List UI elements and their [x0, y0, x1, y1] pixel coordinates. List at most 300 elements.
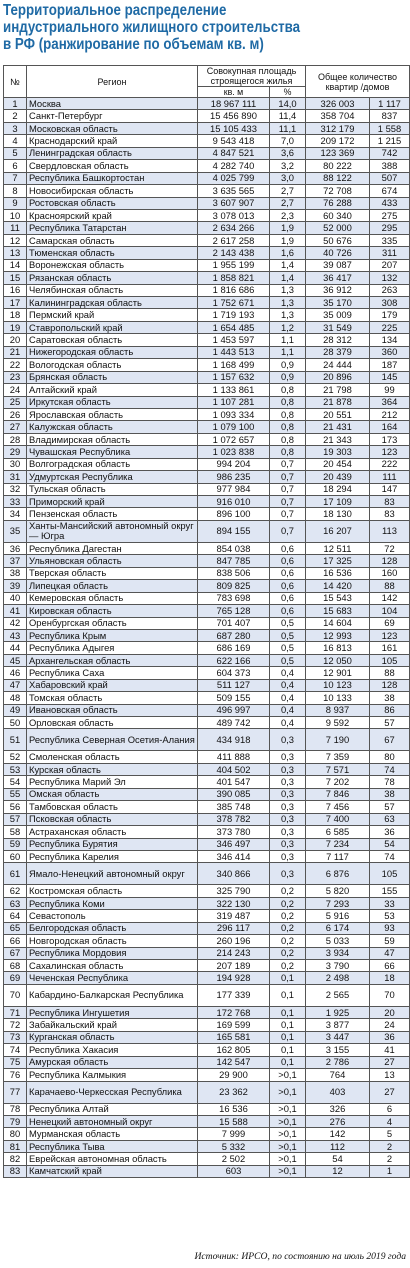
table-row	[4, 1056, 410, 1068]
table-row	[4, 910, 410, 922]
cell-pct: 0,1	[270, 972, 306, 984]
cell-num: 28	[4, 433, 27, 445]
cell-pct: 0,7	[270, 471, 306, 483]
cell-pct: 0,5	[270, 642, 306, 654]
cell-pct: 0,7	[270, 520, 306, 542]
cell-sqm: 622 166	[198, 654, 270, 666]
cell-sqm: 1 072 657	[198, 433, 270, 445]
cell-houses: 57	[370, 717, 410, 729]
cell-region: Хабаровский край	[27, 679, 198, 691]
table-row	[4, 555, 410, 567]
table-row	[4, 885, 410, 897]
cell-pct: 2,7	[270, 185, 306, 197]
cell-houses: 57	[370, 801, 410, 813]
cell-pct: 1,1	[270, 334, 306, 346]
cell-region: Камчатский край	[27, 1165, 198, 1177]
cell-apartments: 39 087	[306, 259, 370, 271]
cell-houses: 74	[370, 763, 410, 775]
cell-apartments: 20 896	[306, 371, 370, 383]
cell-houses: 1 558	[370, 122, 410, 134]
cell-apartments: 7 117	[306, 850, 370, 862]
cell-houses: 67	[370, 729, 410, 751]
cell-houses: 263	[370, 284, 410, 296]
cell-num: 81	[4, 1140, 27, 1152]
cell-region: Алтайский край	[27, 384, 198, 396]
cell-apartments: 6 174	[306, 922, 370, 934]
cell-region: Красноярский край	[27, 209, 198, 221]
cell-houses: 72	[370, 542, 410, 554]
table-row	[4, 617, 410, 629]
cell-houses: 33	[370, 897, 410, 909]
table-row	[4, 567, 410, 579]
table-row	[4, 1165, 410, 1177]
cell-num: 69	[4, 972, 27, 984]
cell-houses: 275	[370, 209, 410, 221]
cell-pct: 0,8	[270, 446, 306, 458]
cell-houses: 113	[370, 520, 410, 542]
cell-region: Республика Хакасия	[27, 1044, 198, 1056]
cell-sqm: 1 858 821	[198, 272, 270, 284]
cell-pct: 2,3	[270, 209, 306, 221]
cell-num: 41	[4, 605, 27, 617]
cell-houses: 145	[370, 371, 410, 383]
cell-houses: 2	[370, 1140, 410, 1152]
cell-sqm: 15 456 890	[198, 110, 270, 122]
cell-houses: 388	[370, 160, 410, 172]
cell-pct: 0,9	[270, 371, 306, 383]
table-row	[4, 1140, 410, 1152]
cell-pct: 0,3	[270, 838, 306, 850]
cell-num: 18	[4, 309, 27, 321]
cell-apartments: 21 431	[306, 421, 370, 433]
cell-pct: >0,1	[270, 1140, 306, 1152]
table-row	[4, 863, 410, 885]
cell-houses: 674	[370, 185, 410, 197]
cell-region: Карачаево-Черкесская Республика	[27, 1081, 198, 1103]
cell-houses: 88	[370, 580, 410, 592]
cell-pct: 3,0	[270, 172, 306, 184]
cell-apartments: 7 293	[306, 897, 370, 909]
cell-region: Пензенская область	[27, 508, 198, 520]
cell-apartments: 12 511	[306, 542, 370, 554]
cell-houses: 360	[370, 346, 410, 358]
cell-num: 35	[4, 520, 27, 542]
cell-num: 24	[4, 384, 27, 396]
cell-num: 17	[4, 297, 27, 309]
cell-sqm: 169 599	[198, 1019, 270, 1031]
cell-region: Санкт-Петербург	[27, 110, 198, 122]
cell-region: Астраханская область	[27, 826, 198, 838]
cell-num: 72	[4, 1019, 27, 1031]
cell-sqm: 1 816 686	[198, 284, 270, 296]
cell-sqm: 783 698	[198, 592, 270, 604]
cell-apartments: 88 122	[306, 172, 370, 184]
cell-pct: 0,4	[270, 717, 306, 729]
region-table	[3, 65, 410, 1178]
cell-sqm: 1 157 632	[198, 371, 270, 383]
cell-sqm: 1 093 334	[198, 408, 270, 420]
cell-houses: 2	[370, 1153, 410, 1165]
cell-num: 19	[4, 321, 27, 333]
cell-sqm: 7 999	[198, 1128, 270, 1140]
table-row	[4, 972, 410, 984]
cell-region: Кировская область	[27, 605, 198, 617]
table-row	[4, 1031, 410, 1043]
cell-pct: 0,2	[270, 947, 306, 959]
table-row	[4, 947, 410, 959]
cell-sqm: 385 748	[198, 801, 270, 813]
cell-sqm: 2 502	[198, 1153, 270, 1165]
table-row	[4, 960, 410, 972]
cell-houses: 86	[370, 704, 410, 716]
cell-sqm: 5 332	[198, 1140, 270, 1152]
table-row	[4, 542, 410, 554]
cell-houses: 6	[370, 1103, 410, 1115]
cell-region: Курганская область	[27, 1031, 198, 1043]
cell-houses: 222	[370, 458, 410, 470]
cell-sqm: 977 984	[198, 483, 270, 495]
cell-region: Республика Карелия	[27, 850, 198, 862]
cell-region: Республика Адыгея	[27, 642, 198, 654]
cell-pct: 0,8	[270, 421, 306, 433]
cell-num: 14	[4, 259, 27, 271]
cell-sqm: 434 918	[198, 729, 270, 751]
cell-pct: >0,1	[270, 1165, 306, 1177]
cell-region: Сахалинская область	[27, 960, 198, 972]
cell-region: Ставропольский край	[27, 321, 198, 333]
cell-num: 67	[4, 947, 27, 959]
cell-apartments: 20 439	[306, 471, 370, 483]
table-row	[4, 334, 410, 346]
cell-region: Ямало-Ненецкий автономный округ	[27, 863, 198, 885]
cell-sqm: 319 487	[198, 910, 270, 922]
table-row	[4, 384, 410, 396]
cell-houses: 18	[370, 972, 410, 984]
cell-pct: 0,8	[270, 408, 306, 420]
table-row	[4, 935, 410, 947]
cell-region: Республика Мордовия	[27, 947, 198, 959]
cell-sqm: 177 339	[198, 984, 270, 1006]
cell-region: Костромская область	[27, 885, 198, 897]
cell-houses: 123	[370, 629, 410, 641]
cell-houses: 311	[370, 247, 410, 259]
table-row	[4, 259, 410, 271]
cell-apartments: 6 876	[306, 863, 370, 885]
cell-sqm: 1 955 199	[198, 259, 270, 271]
cell-pct: 0,8	[270, 433, 306, 445]
cell-num: 22	[4, 359, 27, 371]
cell-sqm: 162 805	[198, 1044, 270, 1056]
table-row	[4, 496, 410, 508]
cell-pct: 0,1	[270, 1006, 306, 1018]
table-row	[4, 272, 410, 284]
cell-num: 73	[4, 1031, 27, 1043]
table-row	[4, 147, 410, 159]
cell-region: Республика Северная Осетия-Алания	[27, 729, 198, 751]
table-row	[4, 922, 410, 934]
cell-num: 4	[4, 135, 27, 147]
cell-region: Архангельская область	[27, 654, 198, 666]
cell-sqm: 986 235	[198, 471, 270, 483]
cell-sqm: 2 634 266	[198, 222, 270, 234]
cell-num: 8	[4, 185, 27, 197]
cell-pct: 0,4	[270, 704, 306, 716]
cell-houses: 80	[370, 751, 410, 763]
cell-num: 33	[4, 496, 27, 508]
cell-sqm: 378 782	[198, 813, 270, 825]
cell-apartments: 7 190	[306, 729, 370, 751]
cell-apartments: 14 420	[306, 580, 370, 592]
cell-num: 38	[4, 567, 27, 579]
cell-apartments: 10 123	[306, 679, 370, 691]
cell-pct: 0,3	[270, 763, 306, 775]
cell-pct: 0,6	[270, 592, 306, 604]
cell-num: 13	[4, 247, 27, 259]
cell-pct: 11,4	[270, 110, 306, 122]
table-row	[4, 135, 410, 147]
table-row	[4, 654, 410, 666]
table-row	[4, 667, 410, 679]
cell-apartments: 16 813	[306, 642, 370, 654]
cell-sqm: 894 155	[198, 520, 270, 542]
cell-houses: 308	[370, 297, 410, 309]
cell-apartments: 12 993	[306, 629, 370, 641]
cell-pct: 0,3	[270, 863, 306, 885]
page-title	[3, 2, 350, 53]
cell-pct: 0,6	[270, 567, 306, 579]
cell-sqm: 346 414	[198, 850, 270, 862]
cell-num: 56	[4, 801, 27, 813]
table-row	[4, 642, 410, 654]
cell-apartments: 2 786	[306, 1056, 370, 1068]
cell-num: 5	[4, 147, 27, 159]
cell-region: Республика Саха	[27, 667, 198, 679]
cell-region: Самарская область	[27, 234, 198, 246]
cell-pct: >0,1	[270, 1115, 306, 1127]
cell-houses: 27	[370, 1056, 410, 1068]
cell-num: 23	[4, 371, 27, 383]
cell-houses: 66	[370, 960, 410, 972]
cell-pct: 0,3	[270, 788, 306, 800]
table-row	[4, 309, 410, 321]
cell-num: 64	[4, 910, 27, 922]
cell-pct: 0,7	[270, 508, 306, 520]
cell-pct: 0,3	[270, 776, 306, 788]
cell-pct: 0,7	[270, 483, 306, 495]
cell-pct: 3,2	[270, 160, 306, 172]
cell-houses: 147	[370, 483, 410, 495]
cell-region: Нижегородская область	[27, 346, 198, 358]
cell-apartments: 7 846	[306, 788, 370, 800]
cell-apartments: 21 343	[306, 433, 370, 445]
cell-houses: 104	[370, 605, 410, 617]
cell-houses: 1 117	[370, 98, 410, 110]
cell-num: 9	[4, 197, 27, 209]
cell-region: Ярославская область	[27, 408, 198, 420]
table-row	[4, 984, 410, 1006]
cell-num: 30	[4, 458, 27, 470]
cell-num: 10	[4, 209, 27, 221]
header-count: Общее количество квартир /домов	[306, 66, 410, 98]
cell-sqm: 1 654 485	[198, 321, 270, 333]
cell-sqm: 3 607 907	[198, 197, 270, 209]
cell-houses: 155	[370, 885, 410, 897]
cell-houses: 38	[370, 692, 410, 704]
cell-houses: 212	[370, 408, 410, 420]
table-row	[4, 172, 410, 184]
cell-pct: 0,2	[270, 885, 306, 897]
cell-region: Саратовская область	[27, 334, 198, 346]
cell-num: 52	[4, 751, 27, 763]
cell-sqm: 214 243	[198, 947, 270, 959]
cell-sqm: 916 010	[198, 496, 270, 508]
cell-num: 20	[4, 334, 27, 346]
cell-apartments: 21 798	[306, 384, 370, 396]
cell-region: Республика Бурятия	[27, 838, 198, 850]
cell-num: 77	[4, 1081, 27, 1103]
cell-sqm: 765 128	[198, 605, 270, 617]
cell-sqm: 2 617 258	[198, 234, 270, 246]
cell-sqm: 1 023 838	[198, 446, 270, 458]
cell-sqm: 390 085	[198, 788, 270, 800]
cell-apartments: 123 369	[306, 147, 370, 159]
cell-region: Забайкальский край	[27, 1019, 198, 1031]
cell-pct: 1,9	[270, 234, 306, 246]
cell-houses: 20	[370, 1006, 410, 1018]
table-row	[4, 1044, 410, 1056]
cell-num: 49	[4, 704, 27, 716]
cell-region: Псковская область	[27, 813, 198, 825]
cell-region: Республика Крым	[27, 629, 198, 641]
table-row	[4, 446, 410, 458]
cell-apartments: 12 050	[306, 654, 370, 666]
cell-region: Ленинградская область	[27, 147, 198, 159]
table-row	[4, 458, 410, 470]
cell-sqm: 1 133 861	[198, 384, 270, 396]
cell-region: Владимирская область	[27, 433, 198, 445]
cell-apartments: 54	[306, 1153, 370, 1165]
cell-pct: 1,6	[270, 247, 306, 259]
table-row	[4, 679, 410, 691]
cell-num: 3	[4, 122, 27, 134]
cell-apartments: 3 447	[306, 1031, 370, 1043]
cell-houses: 54	[370, 838, 410, 850]
table-row	[4, 1069, 410, 1081]
cell-num: 12	[4, 234, 27, 246]
cell-pct: 0,3	[270, 751, 306, 763]
cell-sqm: 3 635 565	[198, 185, 270, 197]
cell-pct: 0,5	[270, 654, 306, 666]
cell-houses: 27	[370, 1081, 410, 1103]
cell-sqm: 142 547	[198, 1056, 270, 1068]
table-row	[4, 408, 410, 420]
cell-apartments: 7 400	[306, 813, 370, 825]
cell-sqm: 9 543 418	[198, 135, 270, 147]
cell-pct: 0,3	[270, 729, 306, 751]
cell-apartments: 12	[306, 1165, 370, 1177]
cell-apartments: 36 912	[306, 284, 370, 296]
cell-sqm: 411 888	[198, 751, 270, 763]
cell-num: 65	[4, 922, 27, 934]
cell-apartments: 80 222	[306, 160, 370, 172]
cell-apartments: 72 708	[306, 185, 370, 197]
cell-houses: 93	[370, 922, 410, 934]
cell-region: Кабардино-Балкарская Республика	[27, 984, 198, 1006]
cell-region: Москва	[27, 98, 198, 110]
table-row	[4, 284, 410, 296]
table-row	[4, 234, 410, 246]
cell-region: Республика Ингушетия	[27, 1006, 198, 1018]
cell-region: Тульская область	[27, 483, 198, 495]
cell-houses: 335	[370, 234, 410, 246]
table-row	[4, 838, 410, 850]
cell-houses: 142	[370, 592, 410, 604]
cell-pct: 0,3	[270, 850, 306, 862]
table-row	[4, 321, 410, 333]
cell-region: Курская область	[27, 763, 198, 775]
cell-num: 51	[4, 729, 27, 751]
cell-num: 29	[4, 446, 27, 458]
table-row	[4, 421, 410, 433]
cell-sqm: 2 143 438	[198, 247, 270, 259]
cell-pct: 11,1	[270, 122, 306, 134]
cell-num: 53	[4, 763, 27, 775]
table-row	[4, 520, 410, 542]
cell-num: 25	[4, 396, 27, 408]
table-row	[4, 763, 410, 775]
cell-pct: 0,4	[270, 679, 306, 691]
cell-apartments: 15 543	[306, 592, 370, 604]
cell-apartments: 10 133	[306, 692, 370, 704]
cell-sqm: 15 105 433	[198, 122, 270, 134]
cell-num: 11	[4, 222, 27, 234]
cell-houses: 132	[370, 272, 410, 284]
cell-region: Вологодская область	[27, 359, 198, 371]
cell-sqm: 687 280	[198, 629, 270, 641]
cell-region: Смоленская область	[27, 751, 198, 763]
table-row	[4, 346, 410, 358]
cell-sqm: 165 581	[198, 1031, 270, 1043]
cell-region: Чувашская Республика	[27, 446, 198, 458]
cell-apartments: 31 549	[306, 321, 370, 333]
cell-sqm: 1 168 499	[198, 359, 270, 371]
cell-houses: 295	[370, 222, 410, 234]
table-row	[4, 850, 410, 862]
header-region: Регион	[27, 66, 198, 98]
cell-num: 75	[4, 1056, 27, 1068]
cell-pct: 0,2	[270, 910, 306, 922]
cell-num: 6	[4, 160, 27, 172]
cell-region: Республика Коми	[27, 897, 198, 909]
cell-sqm: 23 362	[198, 1081, 270, 1103]
cell-sqm: 1 107 281	[198, 396, 270, 408]
cell-pct: 2,7	[270, 197, 306, 209]
cell-apartments: 7 202	[306, 776, 370, 788]
cell-apartments: 18 130	[306, 508, 370, 520]
cell-houses: 1	[370, 1165, 410, 1177]
cell-num: 2	[4, 110, 27, 122]
table-row	[4, 247, 410, 259]
cell-region: Ульяновская область	[27, 555, 198, 567]
cell-apartments: 52 000	[306, 222, 370, 234]
table-row	[4, 788, 410, 800]
table-row	[4, 692, 410, 704]
cell-sqm: 16 536	[198, 1103, 270, 1115]
cell-pct: 1,3	[270, 297, 306, 309]
table-row	[4, 471, 410, 483]
cell-houses: 5	[370, 1128, 410, 1140]
cell-pct: 0,7	[270, 458, 306, 470]
